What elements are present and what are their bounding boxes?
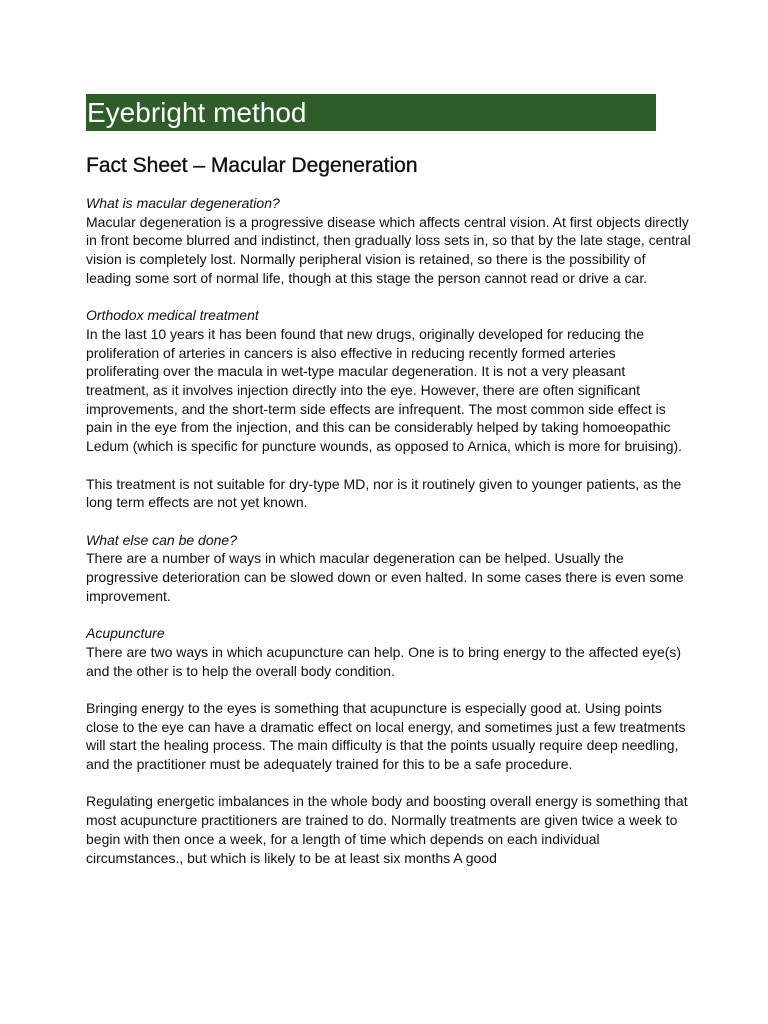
- section-paragraph: There are a number of ways in which macular degeneration can be helped. Usually the progressive deterioration can be slowed down or even halted. In some cases there is even some improvement.: [86, 550, 684, 604]
- section-paragraph: Regulating energetic imbalances in the whole body and boosting overall energy is something that most acupuncture practitioners are trained to do. Normally treatments are given twice a week to begin with then once a week, for a length of time which depends on each individual circumstances., but which is likely to be at least six months A good: [86, 793, 688, 866]
- section-heading: What else can be done?: [86, 531, 237, 548]
- brand-banner: [86, 94, 656, 131]
- section-heading: Acupuncture: [86, 625, 165, 642]
- fact-sheet-title: Fact Sheet – Macular Degeneration: [86, 154, 418, 177]
- section-paragraph: There are two ways in which acupuncture can help. One is to bring energy to the affected eye(s) and the other is to help the overall body condition.: [86, 643, 682, 679]
- section-paragraph: Macular degeneration is a progressive disease which affects central vision. At first objects directly in front become blurred and indistinct, then gradually loss sets in, so that by the late stage, central vision is completely lost. Normally peripheral vision is retained, so there is the possibility of leading some sort of normal life, though at this stage the person cannot read or drive a car.: [86, 213, 691, 286]
- document-page: [86, 94, 692, 867]
- section-paragraph: In the last 10 years it has been found that new drugs, originally developed for reducing the proliferation of arteries in cancers is also effective in reducing recently formed arteries proliferating over the macula in wet-type macular degeneration. It is not a very pleasant treatment, as it involves injection directly into the eye. However, there are often significant improvements, and the short-term side effects are infrequent. The most common side effect is pain in the eye from the injection, and this can be considerably helped by taking homoeopathic Ledum (which is specific for puncture wounds, as opposed to Arnica, which is more for bruising).: [86, 325, 683, 455]
- section-heading: Orthodox medical treatment: [86, 307, 259, 324]
- section-paragraph: This treatment is not suitable for dry-type MD, nor is it routinely given to younger patients, as the long term effects are not yet known.: [86, 475, 682, 511]
- banner-title: Eyebright method: [87, 97, 307, 128]
- section-paragraph: Bringing energy to the eyes is something that acupuncture is especially good at. Using points close to the eye can have a dramatic effect on local energy, and sometimes just a few treatments will start the healing process. The main difficulty is that the points usually require deep needling, and the practitioner must be adequately trained for this to be a safe procedure.: [86, 699, 686, 773]
- section-heading: What is macular degeneration?: [86, 195, 280, 211]
